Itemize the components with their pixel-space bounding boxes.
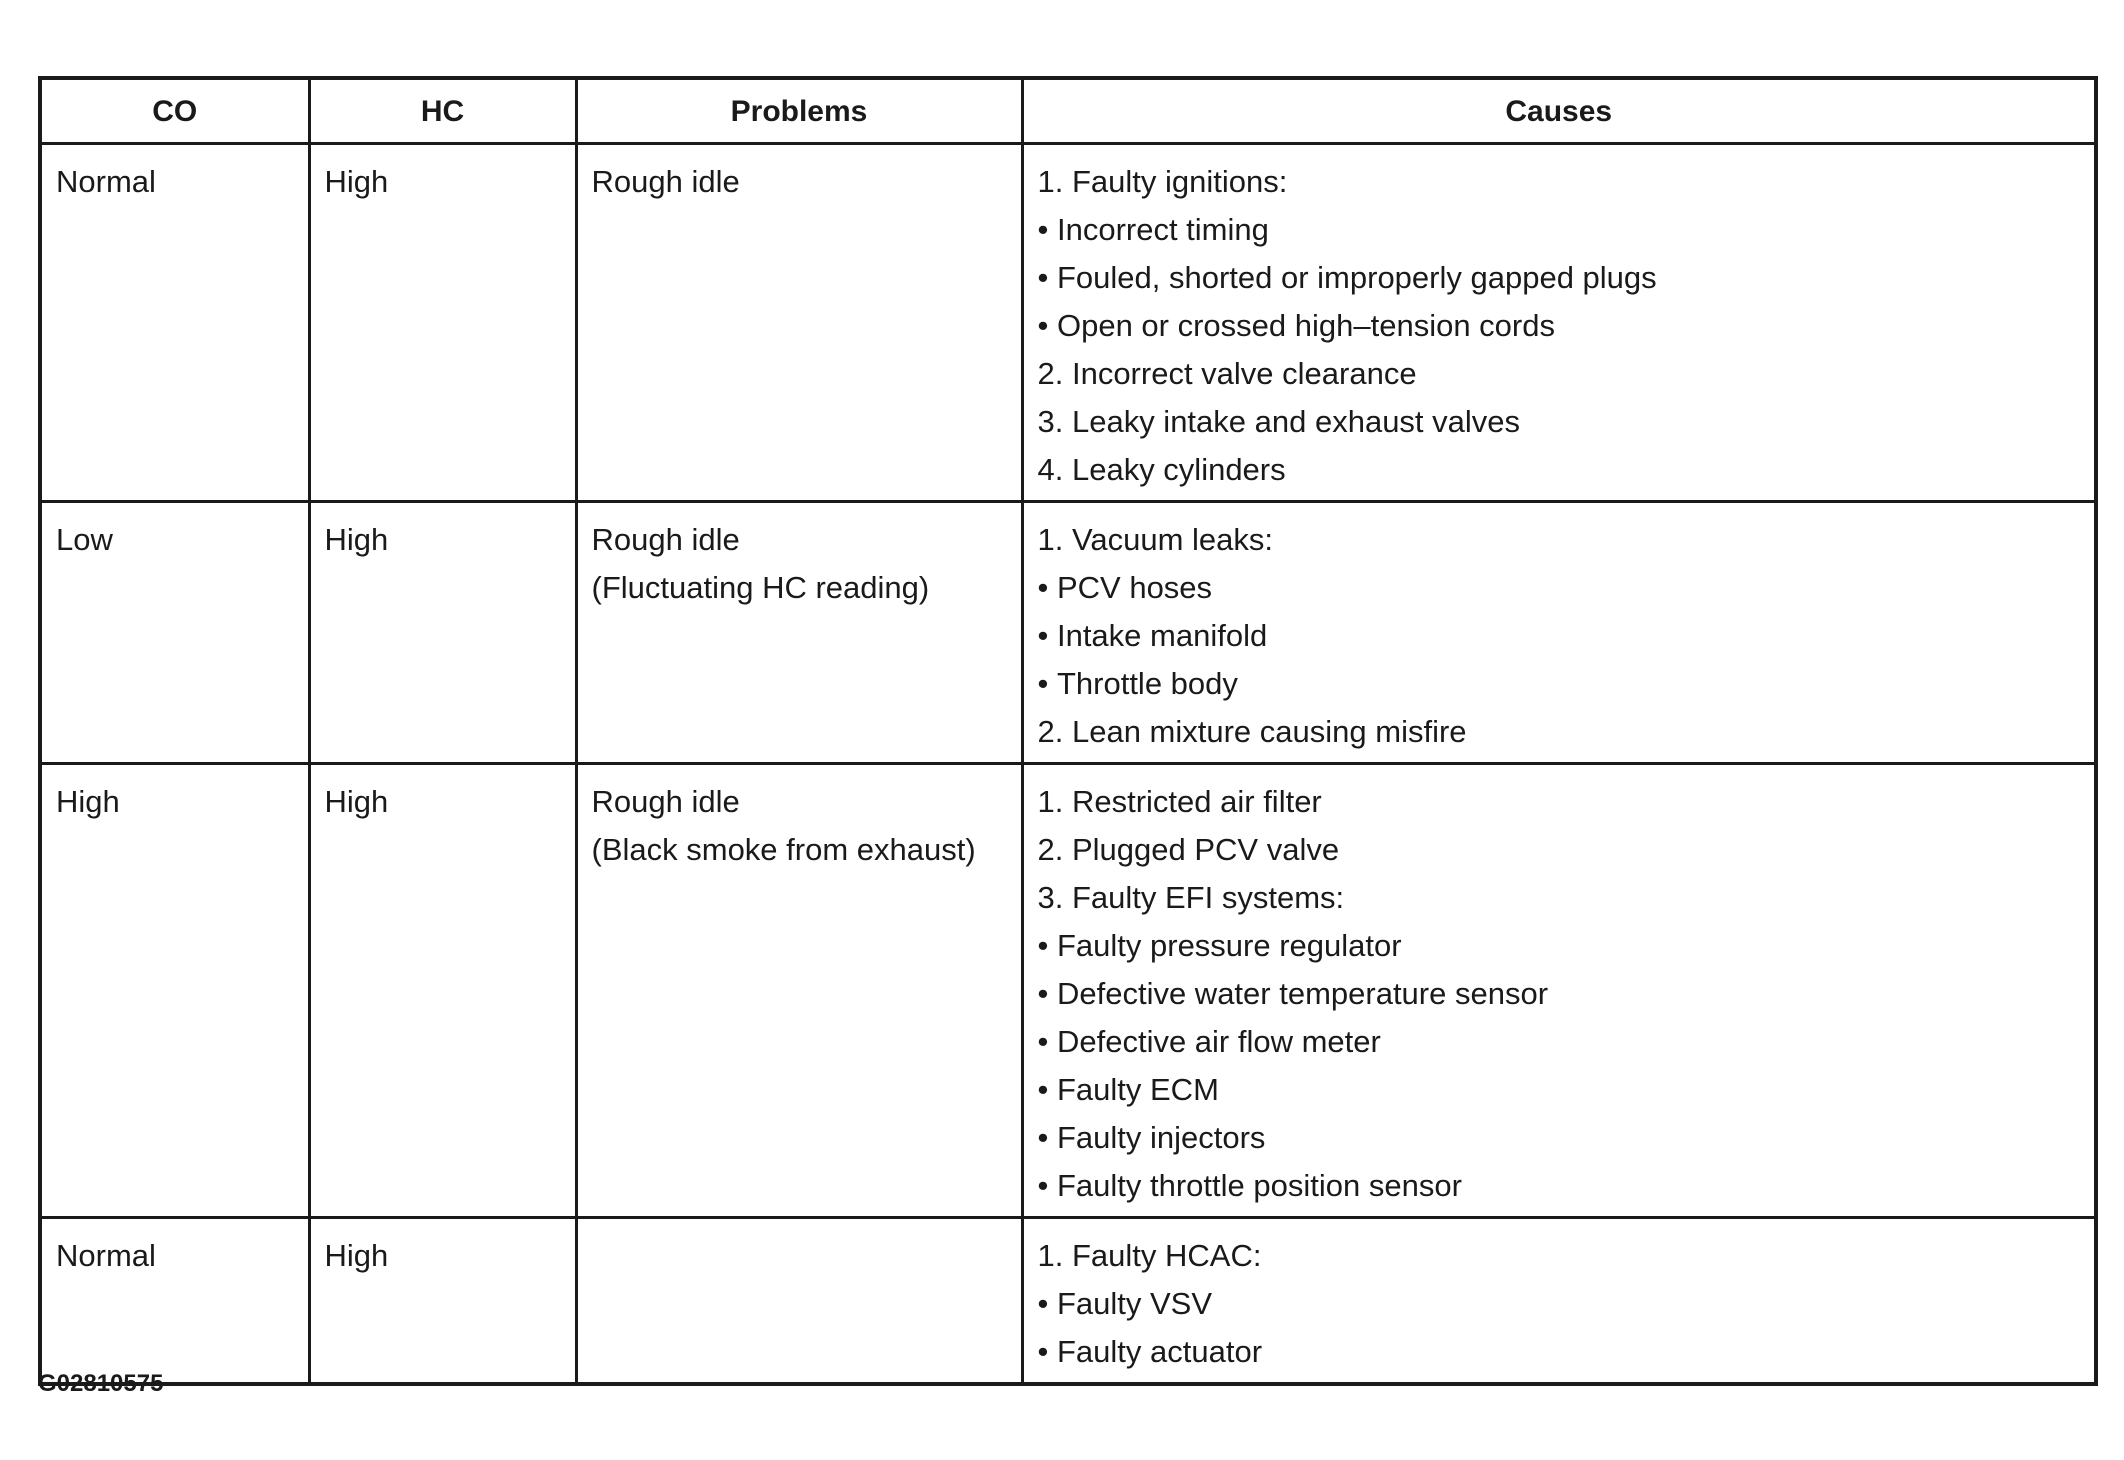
hc-value: High [324,164,389,199]
problem-line: Rough idle [591,784,740,819]
cause-bullet-item: • Defective water temperature sensor [1038,970,2082,1018]
cause-bullet-item: • Fouled, shorted or improperly gapped plugs [1038,254,2082,302]
problem-line: Rough idle [591,164,740,199]
problem-line: (Fluctuating HC reading) [591,570,930,605]
cause-item: 2. Lean mixture causing misfire [1037,714,1467,749]
cell-hc [309,764,576,1218]
hc-value: High [324,784,389,819]
cell-causes [1022,1218,2096,1385]
cell-hc [309,144,576,502]
header-row [40,78,2096,144]
cause-item: 1. Faulty HCAC: [1037,1238,1262,1273]
problem-line: Rough idle [591,522,740,557]
cause-bullet-item: • Faulty pressure regulator [1038,922,2082,970]
cause-bullet-item: • Faulty ECM [1038,1066,2082,1114]
table-row [40,764,2096,1218]
cell-problems [576,502,1022,764]
cause-item: 1. Vacuum leaks: [1037,522,1273,557]
problem-line: (Black smoke from exhaust) [591,832,976,867]
hc-value: High [324,522,389,557]
header-problems: Problems [576,78,1022,144]
cause-item: 3. Leaky intake and exhaust valves [1037,404,1521,439]
cause-item: 2. Incorrect valve clearance [1037,356,1417,391]
cause-item: 1. Faulty ignitions: [1037,164,1288,199]
cause-item: 2. Plugged PCV valve [1037,832,1340,867]
diagnosis-table [38,76,2098,1386]
cause-bullet-item: • Faulty VSV [1038,1280,2082,1328]
hc-value: High [324,1238,389,1273]
cell-hc [309,502,576,764]
cell-problems [576,764,1022,1218]
cell-causes [1022,502,2096,764]
co-value: Normal [56,1238,156,1273]
cause-bullet-item: • Throttle body [1038,660,2082,708]
cause-bullet-item: • Defective air flow meter [1038,1018,2082,1066]
cause-bullet-item: • Incorrect timing [1038,206,2082,254]
table-row [40,1218,2096,1385]
cell-problems [576,1218,1022,1385]
cause-bullet-item: • Faulty actuator [1038,1328,2082,1376]
co-value: Low [56,522,113,557]
cause-bullet-item: • Faulty injectors [1038,1114,2082,1162]
header-co: CO [40,78,309,144]
cause-bullet-item: • Open or crossed high–tension cords [1038,302,2082,350]
cell-hc [309,1218,576,1385]
header-causes: Causes [1022,78,2096,144]
cause-item: 3. Faulty EFI systems: [1037,880,1345,915]
cell-co [40,764,309,1218]
figure-id: G02810575 [38,1370,164,1397]
cell-causes [1022,764,2096,1218]
co-value: Normal [56,164,156,199]
table-row [40,502,2096,764]
table-row [40,144,2096,502]
co-value: High [56,784,120,819]
cause-bullet-item: • Faulty throttle position sensor [1038,1162,2082,1210]
cause-bullet-item: • Intake manifold [1038,612,2082,660]
cell-problems [576,144,1022,502]
cell-co [40,144,309,502]
cell-causes [1022,144,2096,502]
cause-bullet-item: • PCV hoses [1038,564,2082,612]
table-body [40,144,2096,1385]
header-hc: HC [309,78,576,144]
cause-item: 4. Leaky cylinders [1037,452,1286,487]
cause-item: 1. Restricted air filter [1037,784,1322,819]
cell-co [40,502,309,764]
cell-co [40,1218,309,1385]
